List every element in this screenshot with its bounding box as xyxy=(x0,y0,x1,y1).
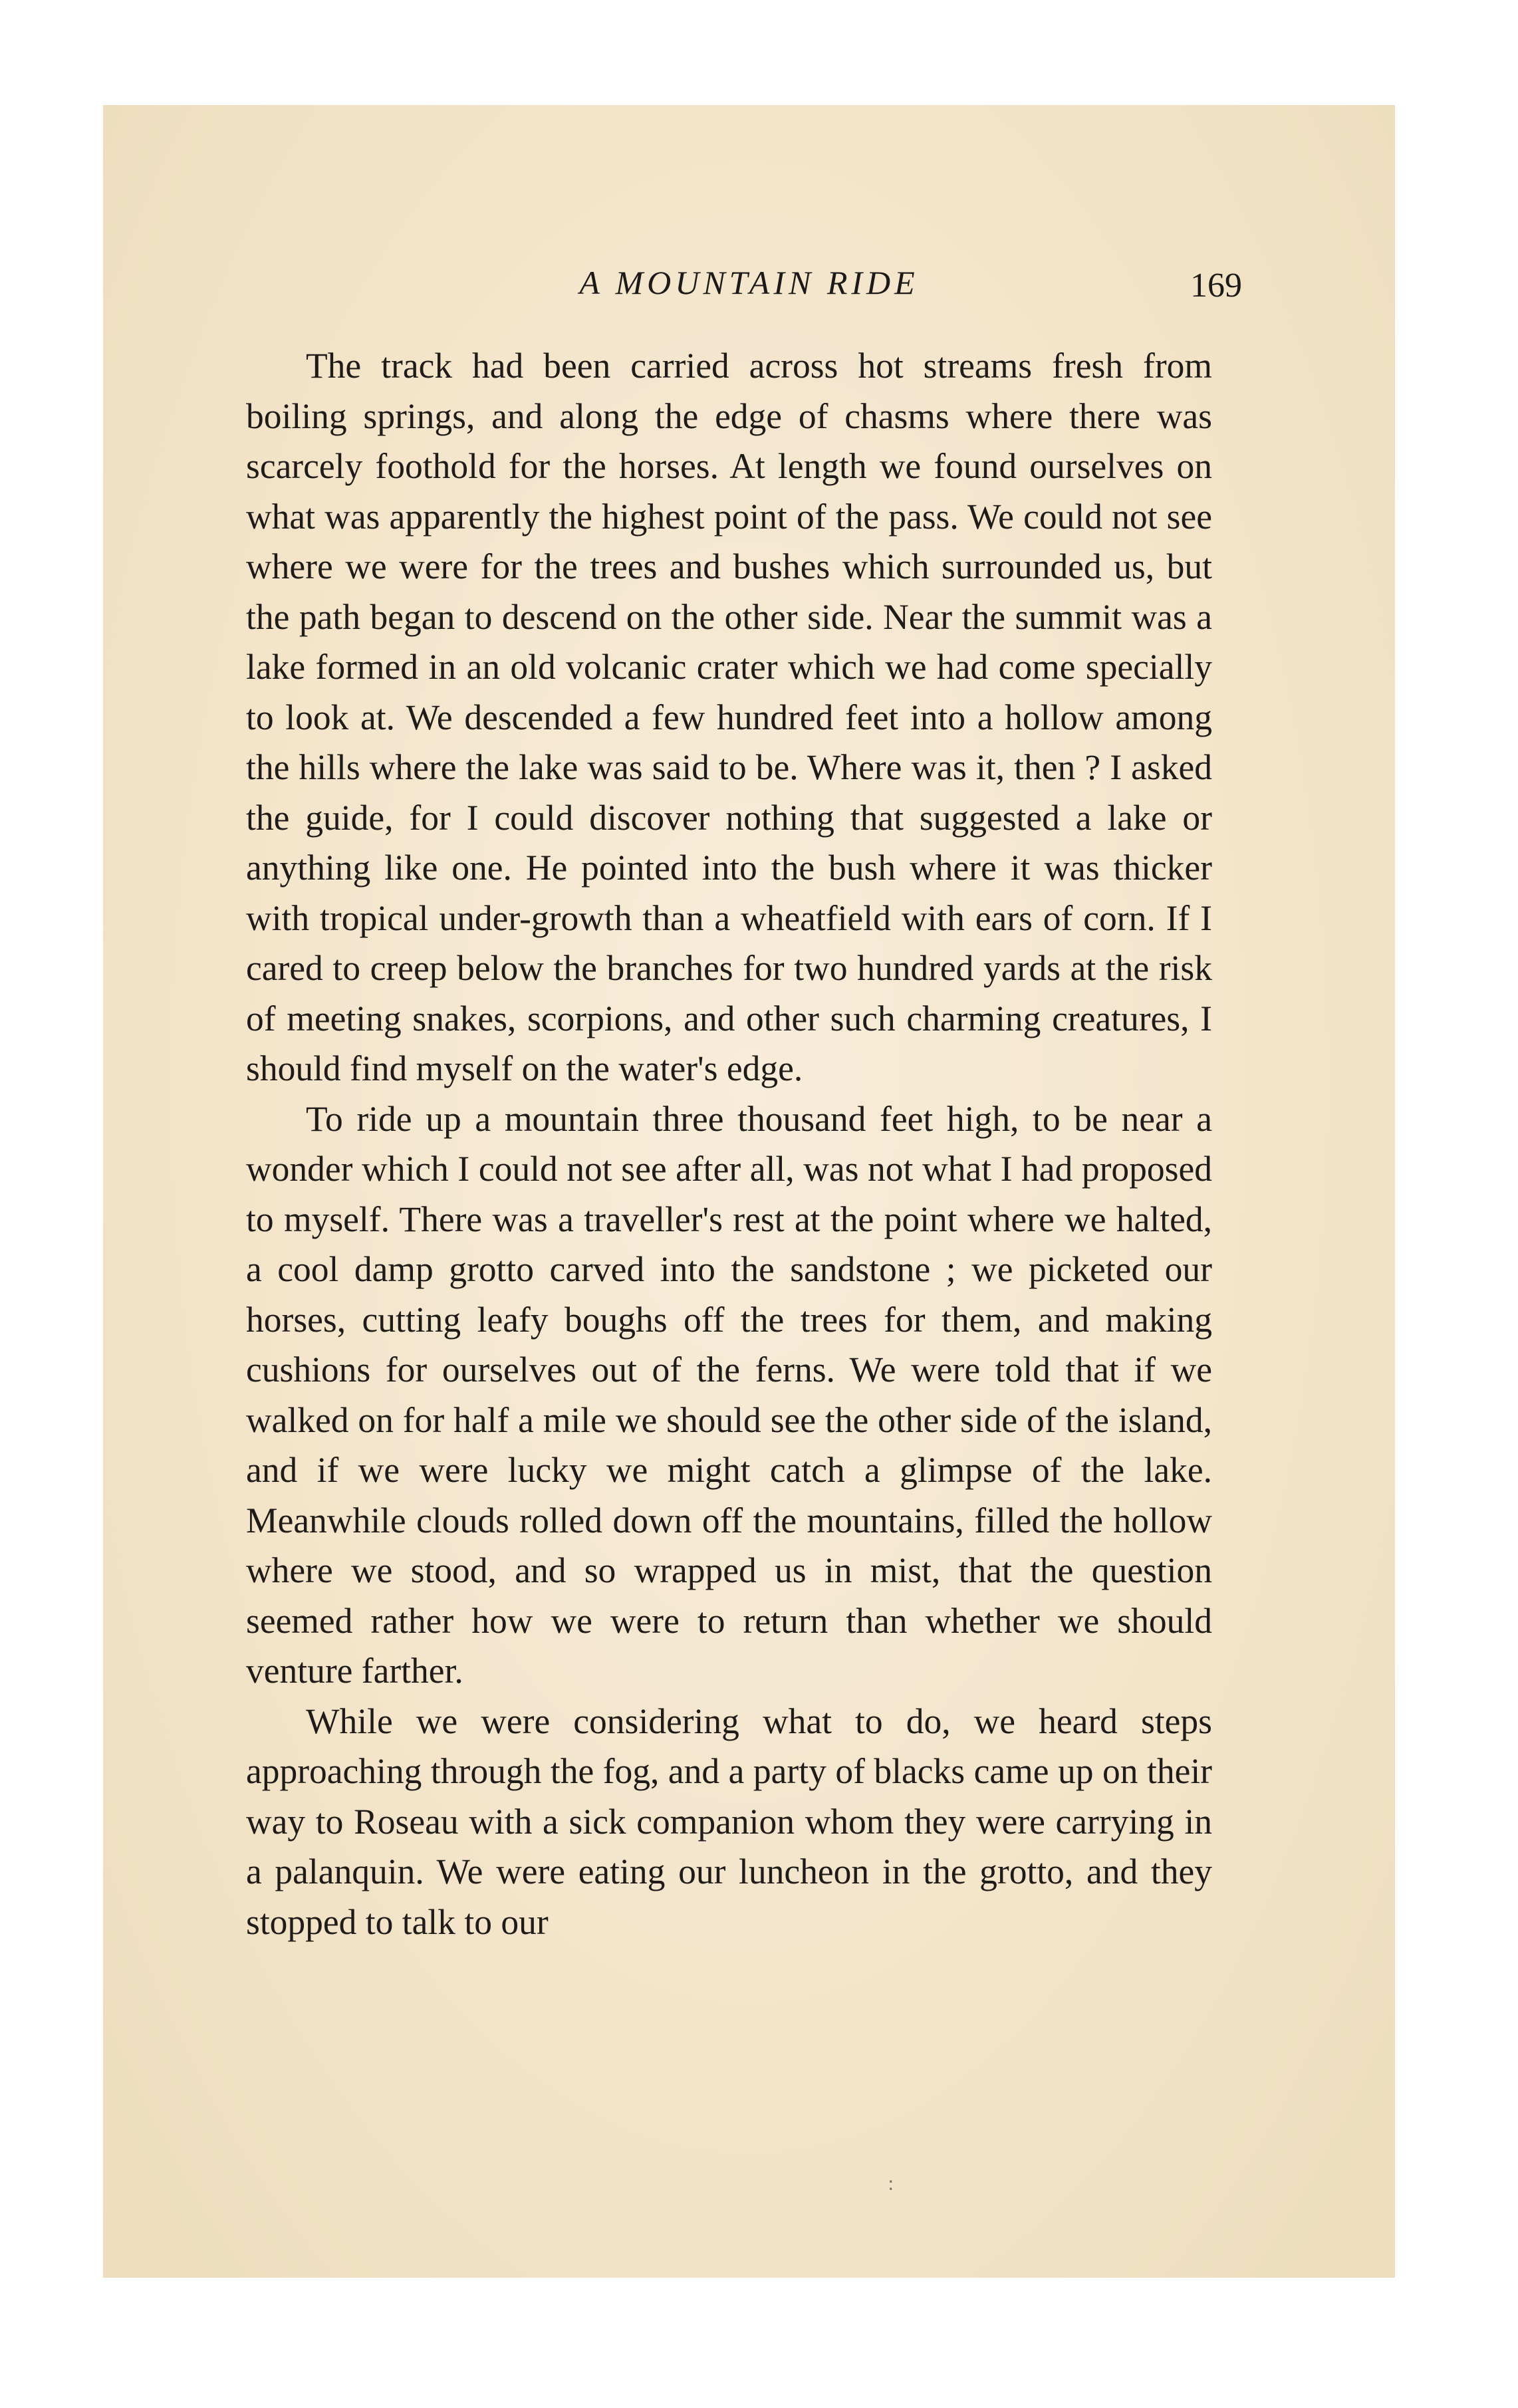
page-number: 169 xyxy=(1190,267,1242,304)
paragraph: The track had been carried across hot streams fresh from boiling springs, and along the edge of chasms where there was scarcely foothold for the horses. At length we found ourselves on what was apparently the highest point of the pass. We could not see where we were for the trees and bushes which surrounded us, but the path began to descend on the other side. Near the summit was a lake formed in an old volcanic crater which we had come specially to look at. We descended a few hundred feet into a hollow among the hills where the lake was said to be. Where was it, then ? I asked the guide, for I could discover nothing that suggested a lake or anything like one. He pointed into the bush where it was thicker with tropical under-growth than a wheatfield with ears of corn. If I cared to creep below the branches for two hundred yards at the risk of meeting snakes, scorpions, and other such charming creatures, I should find myself on the water's edge. xyxy=(246,346,1212,1088)
signature-mark: : xyxy=(888,2173,894,2195)
running-title: A MOUNTAIN RIDE xyxy=(579,264,919,301)
book-page xyxy=(103,105,1395,2278)
page-header xyxy=(103,263,1395,316)
paragraph: To ride up a mountain three thousand feet high, to be near a wonder which I could not see after all, was not what I had proposed to myself. There was a traveller's rest at the point where we halted, a cool damp grotto carved into the sandstone ; we picketed our horses, cutting leafy boughs off the trees for them, and making cushions for ourselves out of the ferns. We were told that if we walked on for half a mile we should see the other side of the island, and if we were lucky we might catch a glimpse of the lake. Meanwhile clouds rolled down off the mountains, filled the hollow where we stood, and so wrapped us in mist, that the question seemed rather how we were to return than whether we should venture farther. xyxy=(246,1098,1212,1691)
paragraph: While we were considering what to do, we heard steps approaching through the fog, and a party of blacks came up on their way to Roseau with a sick companion whom they were carrying in a palanquin. We were eating our luncheon in the grotto, and they stopped to talk to our xyxy=(246,1701,1212,1942)
body-text xyxy=(246,341,1212,1947)
